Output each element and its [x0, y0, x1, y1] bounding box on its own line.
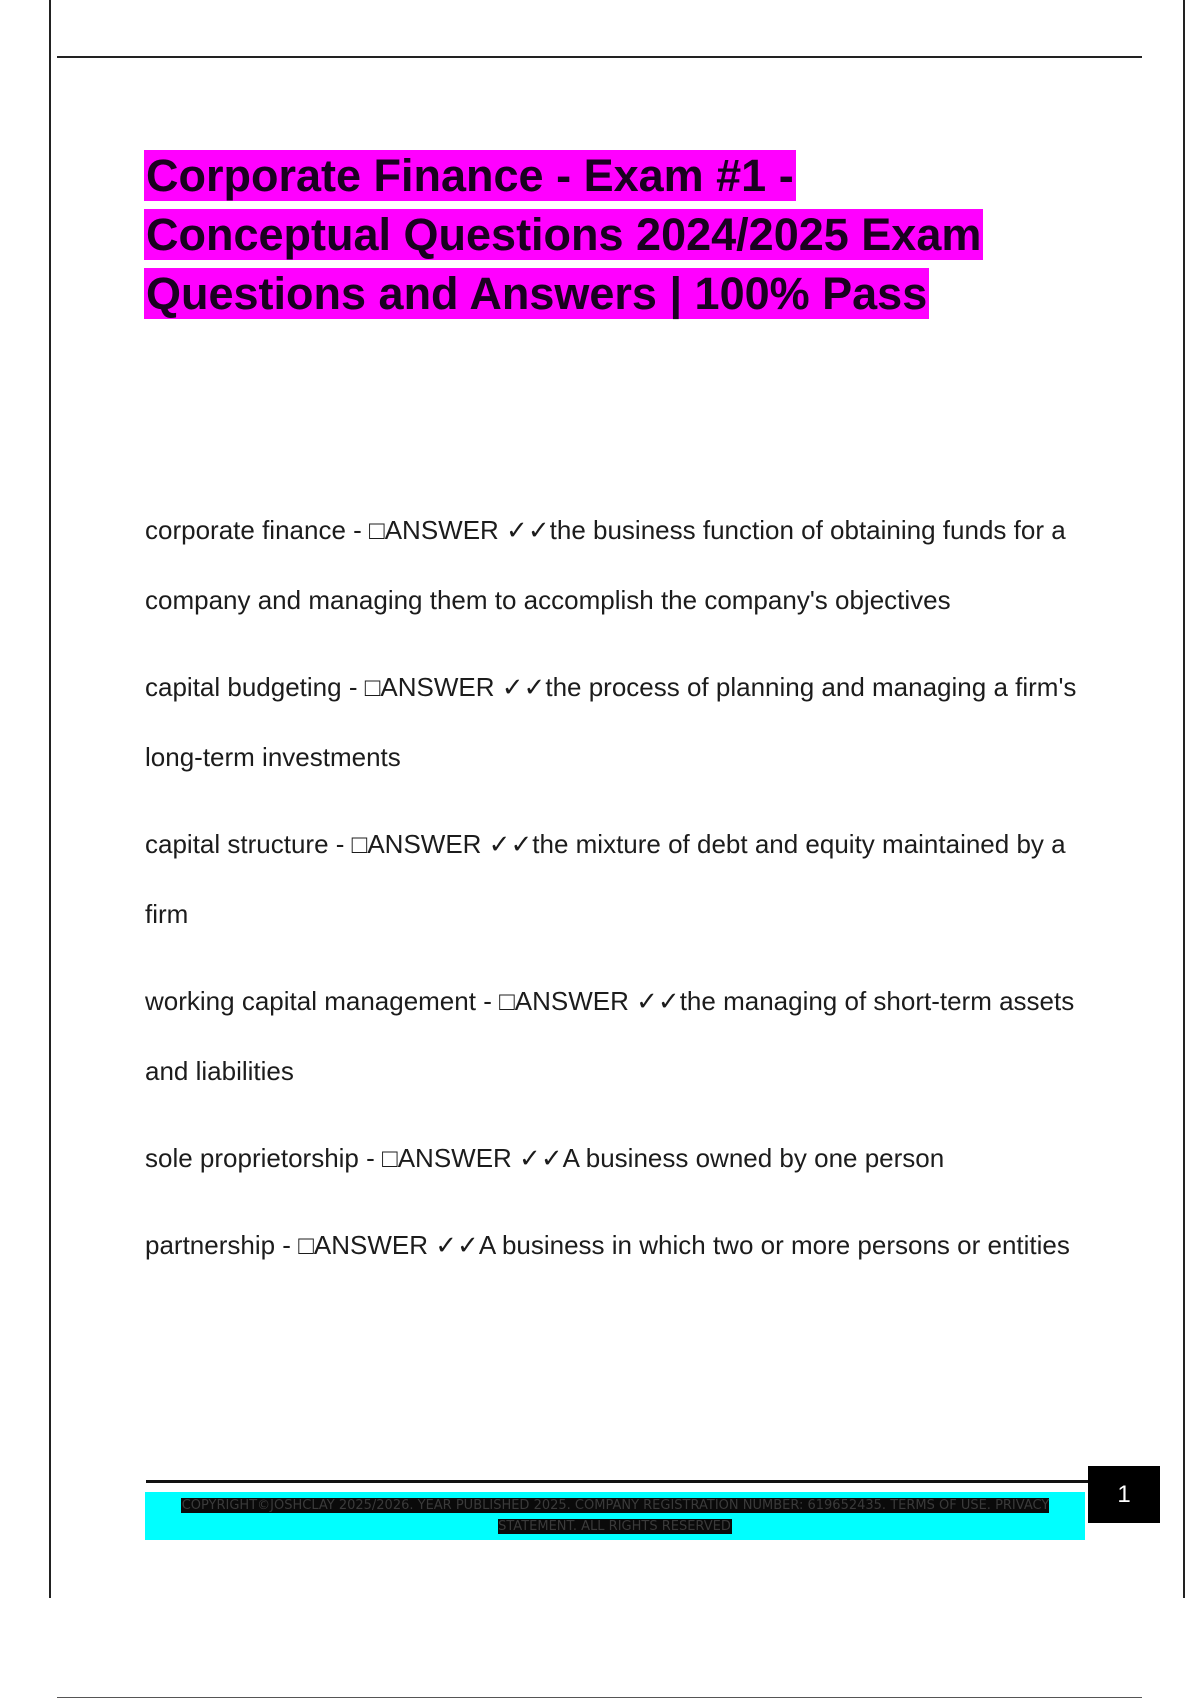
entry-separator: -	[345, 515, 370, 545]
answer-marker: □ANSWER ✓✓	[364, 672, 546, 702]
answer-marker: □ANSWER ✓✓	[351, 829, 533, 859]
qa-list	[145, 495, 1105, 1297]
answer-marker: □ANSWER ✓✓	[382, 1143, 563, 1173]
entry-term: partnership	[145, 1230, 276, 1260]
answer-marker: □ANSWER ✓✓	[298, 1230, 479, 1260]
header-rule	[57, 56, 1142, 58]
page-border-left	[49, 0, 51, 1598]
next-page-rule	[57, 1697, 1142, 1698]
entry-term: sole proprietorship	[145, 1143, 359, 1173]
answer-marker: □ANSWER ✓✓	[369, 515, 550, 545]
entry-definition: the process of planning and managing a firm's long-term investments	[145, 672, 1077, 772]
entry-separator: -	[358, 1143, 382, 1173]
document-title	[144, 146, 1064, 323]
entry-definition: the managing of short-term assets and liabilities	[145, 986, 1075, 1086]
entry-term: corporate finance	[145, 515, 346, 545]
page-number	[1088, 1466, 1160, 1523]
entry-definition: A business owned by one person	[562, 1143, 945, 1173]
qa-entry	[145, 1210, 1105, 1280]
entry-definition: the mixture of debt and equity maintained by a firm	[145, 829, 1066, 929]
entry-separator: -	[475, 986, 500, 1016]
entry-term: working capital management	[145, 986, 476, 1016]
footer-rule	[146, 1480, 1088, 1483]
page-border-right	[1183, 0, 1185, 1598]
entry-definition: the business function of obtaining funds for a company and managing them to accomplish the company's objectives	[145, 515, 1066, 615]
answer-marker: □ANSWER ✓✓	[499, 986, 680, 1016]
entry-separator: -	[341, 672, 365, 702]
copyright-footer	[145, 1492, 1085, 1540]
qa-entry	[145, 809, 1105, 949]
qa-entry	[145, 1123, 1105, 1193]
entry-separator: -	[275, 1230, 299, 1260]
copyright-text: COPYRIGHT©JOSHCLAY 2025/2026. YEAR PUBLISHED 2025. COMPANY REGISTRATION NUMBER: 619652435. TERMS OF USE. PRIVACY STATEMENT. ALL RIGHTS RESERVED	[181, 1498, 1050, 1534]
qa-entry	[145, 652, 1105, 792]
entry-definition: A business in which two or more persons or entities	[478, 1230, 1070, 1260]
title-line: Conceptual Questions 2024/2025 Exam	[146, 209, 982, 260]
entry-term: capital structure	[145, 829, 329, 859]
title-line: Corporate Finance - Exam #1 -	[146, 150, 794, 201]
qa-entry	[145, 495, 1105, 635]
entry-separator: -	[328, 829, 352, 859]
title-line: Questions and Answers | 100% Pass	[146, 268, 928, 319]
entry-term: capital budgeting	[145, 672, 342, 702]
qa-entry	[145, 966, 1105, 1106]
page-number-label: 1	[1117, 1480, 1131, 1508]
